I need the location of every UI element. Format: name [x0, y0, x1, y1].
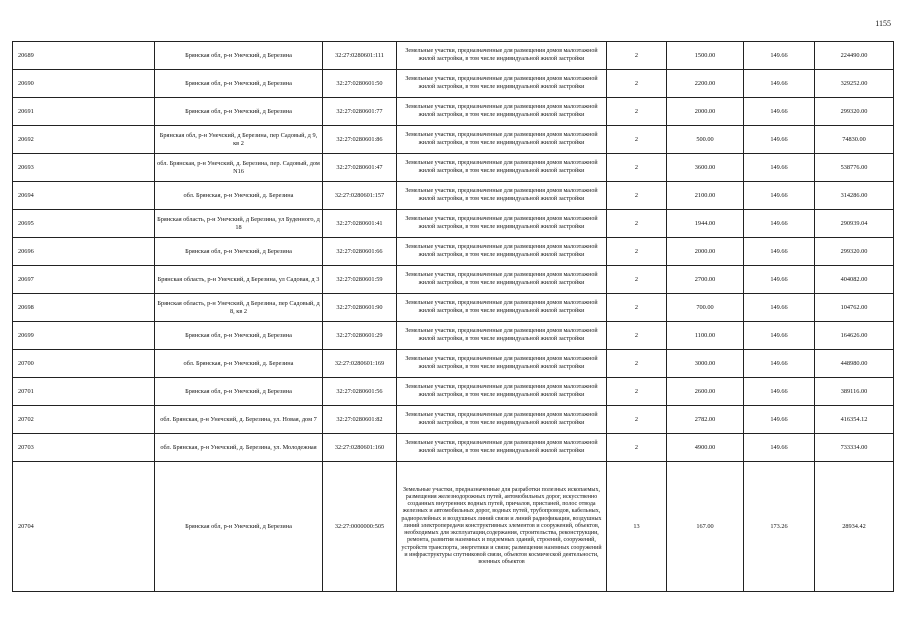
area-cell: 3000.00: [667, 350, 744, 378]
record-number-cell: 20701: [13, 378, 155, 406]
group-number-cell: 13: [607, 462, 667, 592]
cadastral-number-cell: 32:27:0280601:90: [323, 294, 397, 322]
specific-value-cell: 149.66: [744, 182, 815, 210]
land-use-description-cell: Земельные участки, предназначенные для размещения домов малоэтажной жилой застройки, в том числе индивидуальной жилой застройки: [397, 294, 607, 322]
record-number-cell: 20694: [13, 182, 155, 210]
land-use-description-cell: Земельные участки, предназначенные для размещения домов малоэтажной жилой застройки, в том числе индивидуальной жилой застройки: [397, 322, 607, 350]
record-number-cell: 20693: [13, 154, 155, 182]
land-use-description-cell: Земельные участки, предназначенные для размещения домов малоэтажной жилой застройки, в том числе индивидуальной жилой застройки: [397, 266, 607, 294]
cadastral-value-cell: 448980.00: [815, 350, 894, 378]
record-number-cell: 20704: [13, 462, 155, 592]
specific-value-cell: 149.66: [744, 294, 815, 322]
address-cell: обл. Брянская, р-н Унечский, д. Березина, ул. Новая, дом 7: [155, 406, 323, 434]
land-use-description-cell: Земельные участки, предназначенные для размещения домов малоэтажной жилой застройки, в том числе индивидуальной жилой застройки: [397, 154, 607, 182]
record-number-cell: 20698: [13, 294, 155, 322]
area-cell: 500.00: [667, 126, 744, 154]
specific-value-cell: 173.26: [744, 462, 815, 592]
land-use-description-cell: Земельные участки, предназначенные для размещения домов малоэтажной жилой застройки, в том числе индивидуальной жилой застройки: [397, 406, 607, 434]
table-row: [13, 294, 894, 322]
group-number-cell: 2: [607, 238, 667, 266]
area-cell: 2782.00: [667, 406, 744, 434]
address-cell: Брянская область, р-н Унечский, д Березина, пер Садовый, д 8, кв 2: [155, 294, 323, 322]
address-cell: Брянская обл, р-н Унечский, д Березина: [155, 462, 323, 592]
specific-value-cell: 149.66: [744, 350, 815, 378]
address-cell: обл. Брянская, р-н Унечский, д. Березина, ул. Молодежная: [155, 434, 323, 462]
table-body: [13, 42, 894, 592]
cadastral-number-cell: 32:27:0280601:56: [323, 378, 397, 406]
cadastral-number-cell: 32:27:0280601:59: [323, 266, 397, 294]
cadastral-number-cell: 32:27:0280601:77: [323, 98, 397, 126]
cadastral-number-cell: 32:27:0280601:50: [323, 70, 397, 98]
address-cell: Брянская обл, р-н Унечский, д Березина: [155, 70, 323, 98]
page-number: 1155: [875, 19, 891, 28]
group-number-cell: 2: [607, 154, 667, 182]
group-number-cell: 2: [607, 322, 667, 350]
table-row: [13, 210, 894, 238]
table-row: [13, 154, 894, 182]
record-number-cell: 20699: [13, 322, 155, 350]
table-row: [13, 462, 894, 592]
cadastral-value-cell: 290939.04: [815, 210, 894, 238]
cadastral-value-table: [12, 41, 894, 592]
address-cell: Брянская обл, р-н Унечский, д Березина: [155, 42, 323, 70]
address-cell: Брянская область, р-н Унечский, д Березина, ул Буденного, д 18: [155, 210, 323, 238]
record-number-cell: 20692: [13, 126, 155, 154]
cadastral-value-cell: 224490.00: [815, 42, 894, 70]
record-number-cell: 20697: [13, 266, 155, 294]
table-row: [13, 182, 894, 210]
land-use-description-cell: Земельные участки, предназначенные для размещения домов малоэтажной жилой застройки, в том числе индивидуальной жилой застройки: [397, 238, 607, 266]
cadastral-number-cell: 32:27:0000000:505: [323, 462, 397, 592]
record-number-cell: 20703: [13, 434, 155, 462]
table-row: [13, 70, 894, 98]
cadastral-number-cell: 32:27:0280601:86: [323, 126, 397, 154]
cadastral-value-cell: 538776.00: [815, 154, 894, 182]
area-cell: 1944.00: [667, 210, 744, 238]
group-number-cell: 2: [607, 434, 667, 462]
cadastral-value-cell: 74830.00: [815, 126, 894, 154]
area-cell: 4900.00: [667, 434, 744, 462]
specific-value-cell: 149.66: [744, 266, 815, 294]
group-number-cell: 2: [607, 70, 667, 98]
cadastral-value-cell: 416354.12: [815, 406, 894, 434]
specific-value-cell: 149.66: [744, 210, 815, 238]
land-use-description-cell: Земельные участки, предназначенные для размещения домов малоэтажной жилой застройки, в том числе индивидуальной жилой застройки: [397, 70, 607, 98]
cadastral-value-cell: 164626.00: [815, 322, 894, 350]
land-use-description-cell: Земельные участки, предназначенные для размещения домов малоэтажной жилой застройки, в том числе индивидуальной жилой застройки: [397, 434, 607, 462]
table-row: [13, 238, 894, 266]
specific-value-cell: 149.66: [744, 406, 815, 434]
cadastral-value-cell: 404082.00: [815, 266, 894, 294]
record-number-cell: 20695: [13, 210, 155, 238]
area-cell: 2700.00: [667, 266, 744, 294]
record-number-cell: 20696: [13, 238, 155, 266]
table-row: [13, 434, 894, 462]
specific-value-cell: 149.66: [744, 154, 815, 182]
area-cell: 1100.00: [667, 322, 744, 350]
specific-value-cell: 149.66: [744, 434, 815, 462]
record-number-cell: 20689: [13, 42, 155, 70]
record-number-cell: 20700: [13, 350, 155, 378]
land-use-description-cell: Земельные участки, предназначенные для размещения домов малоэтажной жилой застройки, в том числе индивидуальной жилой застройки: [397, 42, 607, 70]
area-cell: 167.00: [667, 462, 744, 592]
land-use-description-cell: Земельные участки, предназначенные для размещения домов малоэтажной жилой застройки, в том числе индивидуальной жилой застройки: [397, 98, 607, 126]
table-row: [13, 406, 894, 434]
cadastral-number-cell: 32:27:0280601:41: [323, 210, 397, 238]
cadastral-number-cell: 32:27:0280601:82: [323, 406, 397, 434]
address-cell: Брянская обл, р-н Унечский, д Березина: [155, 378, 323, 406]
group-number-cell: 2: [607, 98, 667, 126]
land-use-description-cell: Земельные участки, предназначенные для размещения домов малоэтажной жилой застройки, в том числе индивидуальной жилой застройки: [397, 350, 607, 378]
cadastral-number-cell: 32:27:0280601:66: [323, 238, 397, 266]
group-number-cell: 2: [607, 210, 667, 238]
group-number-cell: 2: [607, 266, 667, 294]
group-number-cell: 2: [607, 126, 667, 154]
specific-value-cell: 149.66: [744, 126, 815, 154]
address-cell: Брянская обл, р-н Унечский, д Березина: [155, 98, 323, 126]
land-use-description-cell: Земельные участки, предназначенные для размещения домов малоэтажной жилой застройки, в том числе индивидуальной жилой застройки: [397, 126, 607, 154]
record-number-cell: 20690: [13, 70, 155, 98]
specific-value-cell: 149.66: [744, 322, 815, 350]
cadastral-number-cell: 32:27:0280601:160: [323, 434, 397, 462]
cadastral-number-cell: 32:27:0280601:47: [323, 154, 397, 182]
specific-value-cell: 149.66: [744, 70, 815, 98]
area-cell: 700.00: [667, 294, 744, 322]
address-cell: Брянская область, р-н Унечский, д Березина, ул Садовая, д 3: [155, 266, 323, 294]
specific-value-cell: 149.66: [744, 42, 815, 70]
area-cell: 3600.00: [667, 154, 744, 182]
land-use-description-cell: Земельные участки, предназначенные для размещения домов малоэтажной жилой застройки, в том числе индивидуальной жилой застройки: [397, 378, 607, 406]
table-row: [13, 378, 894, 406]
cadastral-value-cell: 299320.00: [815, 238, 894, 266]
group-number-cell: 2: [607, 350, 667, 378]
address-cell: обл. Брянская, р-н Унечский, д. Березина: [155, 350, 323, 378]
specific-value-cell: 149.66: [744, 378, 815, 406]
cadastral-number-cell: 32:27:0280601:29: [323, 322, 397, 350]
cadastral-value-cell: 299320.00: [815, 98, 894, 126]
specific-value-cell: 149.66: [744, 98, 815, 126]
cadastral-value-cell: 28934.42: [815, 462, 894, 592]
table-row: [13, 322, 894, 350]
area-cell: 2200.00: [667, 70, 744, 98]
land-use-description-cell: Земельные участки, предназначенные для разработки полезных ископаемых, размещения железнодорожных путей, автомобильных дорог, искусственно созданных внутренних водных путей, причалов, пристаней, полос отвода железных и автомобильных дорог, водных путей, трубопроводов, кабельных, радиорелейных и воздушных линий связи и линий радиофикации, воздушных линий электропередачи конструктивных элементов и сооружений, объектов, необходимых для эксплуатации,содержания, строительства, реконструкции, ремонта, развития наземных и подземных зданий, строений, сооружений, устройств транспорта, энергетики и связи; размещения наземных сооружений и инфраструктуры спутниковой связи, объектов космической деятельности, военных объектов: [397, 462, 607, 592]
area-cell: 2000.00: [667, 98, 744, 126]
group-number-cell: 2: [607, 182, 667, 210]
cadastral-value-cell: 389116.00: [815, 378, 894, 406]
address-cell: обл. Брянская, р-н Унечский, д. Березина, пер. Садовый, дом N16: [155, 154, 323, 182]
cadastral-value-cell: 329252.00: [815, 70, 894, 98]
address-cell: Брянская обл, р-н Унечский, д Березина: [155, 238, 323, 266]
land-use-description-cell: Земельные участки, предназначенные для размещения домов малоэтажной жилой застройки, в том числе индивидуальной жилой застройки: [397, 210, 607, 238]
area-cell: 2600.00: [667, 378, 744, 406]
cadastral-number-cell: 32:27:0280601:169: [323, 350, 397, 378]
table-row: [13, 42, 894, 70]
cadastral-value-cell: 314286.00: [815, 182, 894, 210]
specific-value-cell: 149.66: [744, 238, 815, 266]
area-cell: 2100.00: [667, 182, 744, 210]
table-row: [13, 266, 894, 294]
record-number-cell: 20702: [13, 406, 155, 434]
cadastral-number-cell: 32:27:0280601:111: [323, 42, 397, 70]
group-number-cell: 2: [607, 42, 667, 70]
group-number-cell: 2: [607, 406, 667, 434]
table-row: [13, 350, 894, 378]
cadastral-number-cell: 32:27:0280601:157: [323, 182, 397, 210]
table-row: [13, 126, 894, 154]
table-row: [13, 98, 894, 126]
group-number-cell: 2: [607, 294, 667, 322]
cadastral-value-cell: 733334.00: [815, 434, 894, 462]
cadastral-value-cell: 104762.00: [815, 294, 894, 322]
address-cell: Брянская обл, р-н Унечский, д Березина: [155, 322, 323, 350]
land-use-description-cell: Земельные участки, предназначенные для размещения домов малоэтажной жилой застройки, в том числе индивидуальной жилой застройки: [397, 182, 607, 210]
area-cell: 2000.00: [667, 238, 744, 266]
area-cell: 1500.00: [667, 42, 744, 70]
address-cell: Брянская обл, р-н Унечский, д Березина, пер Садовый, д 9, кв 2: [155, 126, 323, 154]
address-cell: обл. Брянская, р-н Унечский, д. Березина: [155, 182, 323, 210]
record-number-cell: 20691: [13, 98, 155, 126]
group-number-cell: 2: [607, 378, 667, 406]
